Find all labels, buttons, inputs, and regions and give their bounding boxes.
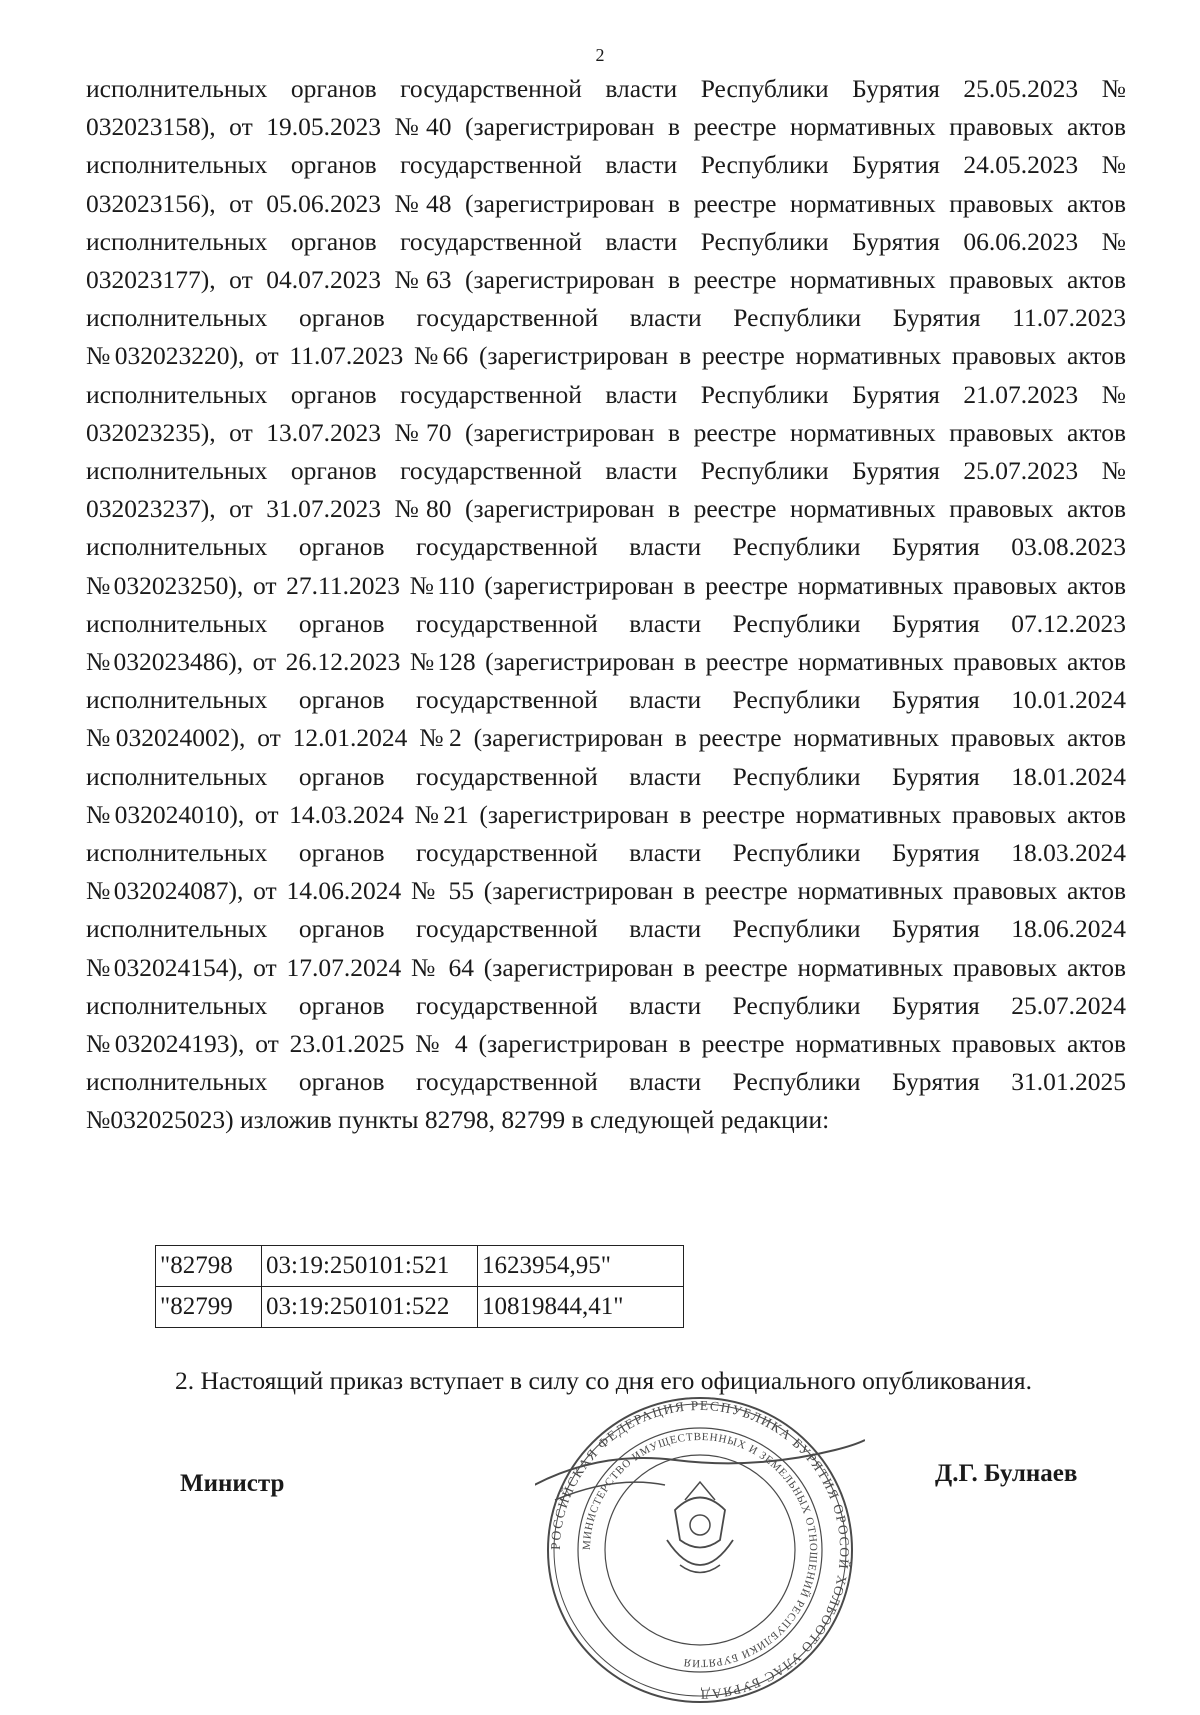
seal-graphic — [535, 1390, 865, 1710]
seal-inner-text — [581, 1431, 819, 1669]
row-number-cell: "82799 — [156, 1287, 262, 1328]
clause-2: 2. Настоящий приказ вступает в силу со дня его официального опубликования. — [175, 1366, 1032, 1395]
cadastral-number-cell: 03:19:250101:521 — [262, 1246, 478, 1287]
official-seal-stamp — [535, 1390, 865, 1710]
signature-title: Министр — [180, 1470, 285, 1497]
cadastral-number-cell: 03:19:250101:522 — [262, 1287, 478, 1328]
cadastral-value-cell: 1623954,95" — [478, 1246, 684, 1287]
page-number: 2 — [595, 45, 605, 65]
cadastral-value-cell: 10819844,41" — [478, 1287, 684, 1328]
table-row — [156, 1287, 684, 1328]
seal-inner-textpath: МИНИСТЕРСТВО ИМУЩЕСТВЕННЫХ И ЗЕМЕЛЬНЫХ ОТНОШЕНИЙ РЕСПУБЛИКИ БУРЯТИЯ — [580, 1430, 820, 1670]
seal-outer-text — [548, 1398, 852, 1702]
cadastral-table — [155, 1245, 684, 1328]
table-row — [156, 1246, 684, 1287]
body-paragraph: исполнительных органов государственной власти Республики Бурятия 25.05.2023 № 032023158), от 19.05.2023 №40 (зарегистрирован в реестре нормативных правовых актов исполнительных органов государственной власти Республики Бурятия 24.05.2023 № 032023156), от 05.06.2023 №48 (зарегистрирован в реестре нормативных правовых актов исполнительных органов государственной власти Республики Бурятия 06.06.2023 № 032023177), от 04.07.2023 №63 (зарегистрирован в реестре нормативных правовых актов исполнительных органов государственной власти Республики Бурятия 11.07.2023 №032023220), от 11.07.2023 №66 (зарегистрирован в реестре нормативных правовых актов исполнительных органов государственной власти Республики Бурятия 21.07.2023 № 032023235), от 13.07.2023 №70 (зарегистрирован в реестре нормативных правовых актов исполнительных органов государственной власти Республики Бурятия 25.07.2023 № 032023237), от 31.07.2023 №80 (зарегистрирован в реестре нормативных правовых актов исполнительных органов государственной власти Республики Бурятия 03.08.2023 №032023250), от 27.11.2023 №110 (зарегистрирован в реестре нормативных правовых актов исполнительных органов государственной власти Республики Бурятия 07.12.2023 №032023486), от 26.12.2023 №128 (зарегистрирован в реестре нормативных правовых актов исполнительных органов государственной власти Республики Бурятия 10.01.2024 №032024002), от 12.01.2024 №2 (зарегистрирован в реестре нормативных правовых актов исполнительных органов государственной власти Республики Бурятия 18.01.2024 №032024010), от 14.03.2024 №21 (зарегистрирован в реестре нормативных правовых актов исполнительных органов государственной власти Республики Бурятия 18.03.2024 №032024087), от 14.06.2024 № 55 (зарегистрирован в реестре нормативных правовых актов исполнительных органов государственной власти Республики Бурятия 18.06.2024 №032024154), от 17.07.2024 № 64 (зарегистрирован в реестре нормативных правовых актов исполнительных органов государственной власти Республики Бурятия 25.07.2024 №032024193), от 23.01.2025 № 4 (зарегистрирован в реестре нормативных правовых актов исполнительных органов государственной власти Республики Бурятия 31.01.2025 №032025023) изложив пункты 82798, 82799 в следующей редакции: — [86, 74, 1126, 1135]
cadastral-table-wrapper — [155, 1245, 684, 1328]
signatory-name: Д.Г. Булнаев — [935, 1460, 1078, 1487]
seal-outer-textpath: РОССИЙСКАЯ ФЕДЕРАЦИЯ РЕСПУБЛИКА БУРЯТИЯ ОРОСОЙ ХОЛБООТО УЛАС БУРЯАД — [547, 1397, 853, 1703]
row-number-cell: "82798 — [156, 1246, 262, 1287]
